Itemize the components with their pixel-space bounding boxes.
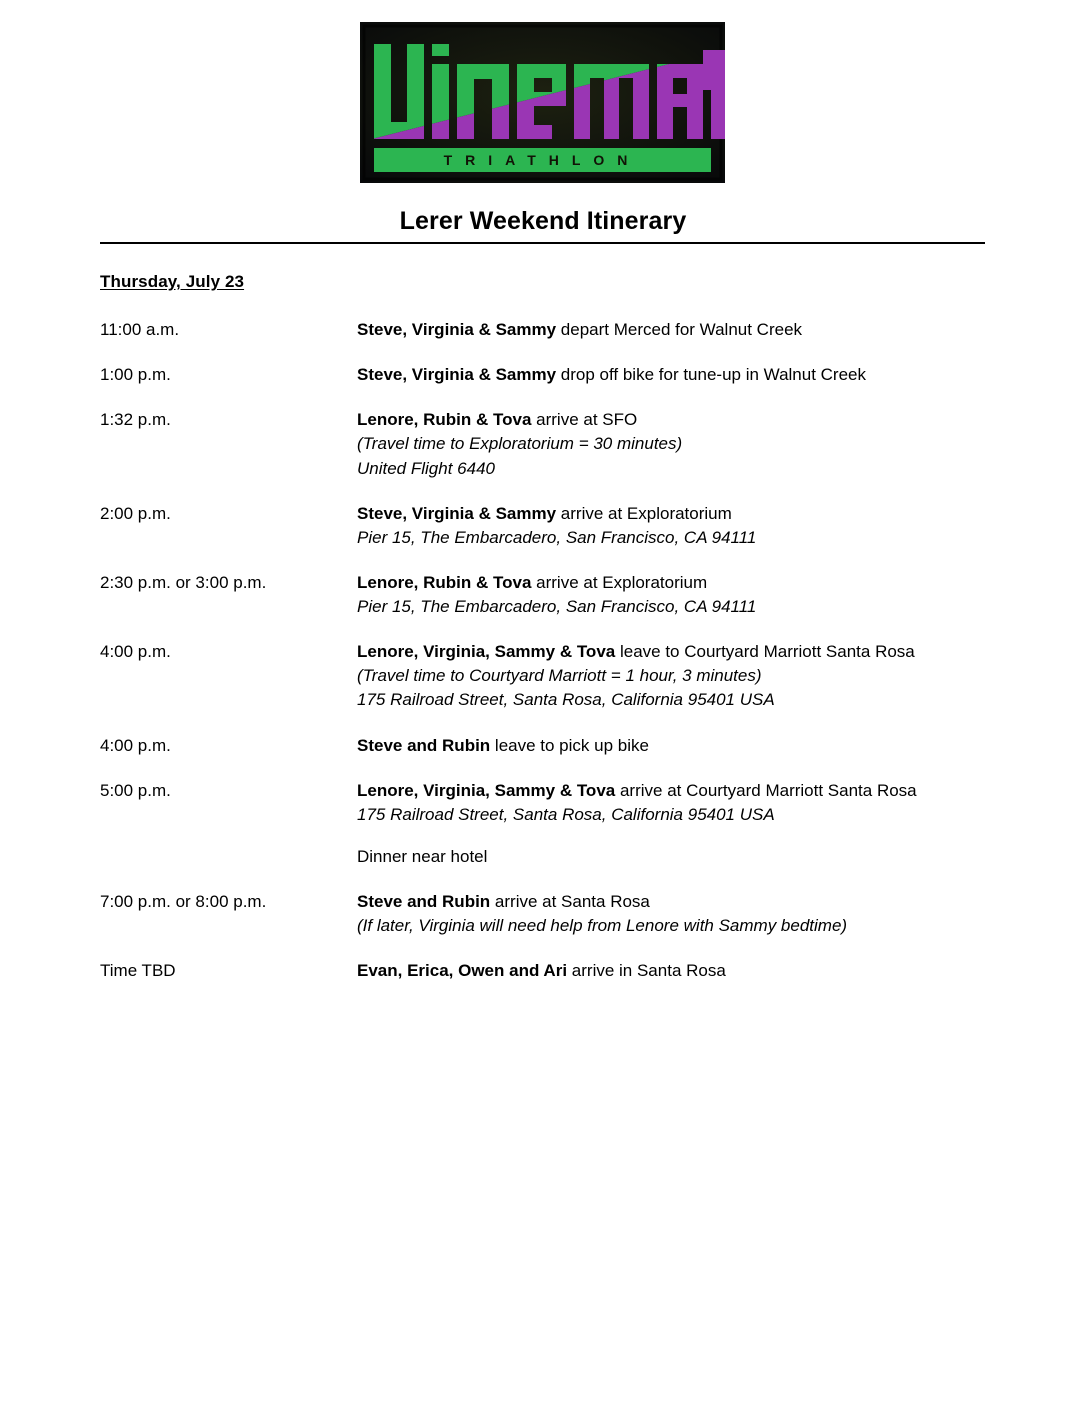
entry-main-line (357, 502, 1000, 526)
entry-text: (Travel time to Exploratorium = 30 minutes) (357, 434, 683, 454)
entry-main-line (357, 734, 1000, 758)
itinerary-entry (100, 779, 1000, 869)
itinerary-entry-list (100, 318, 1000, 983)
entry-text: United Flight 6440 (357, 458, 495, 478)
itinerary-content (100, 272, 1000, 1004)
entry-description (357, 734, 1000, 758)
entry-detail-line (357, 526, 1000, 550)
entry-description (357, 640, 1000, 712)
page-title: Lerer Weekend Itinerary (399, 207, 687, 235)
entry-text: 175 Railroad Street, Santa Rosa, California 95401 USA (357, 804, 775, 824)
entry-line-spacer (357, 827, 1000, 845)
entry-detail-line (357, 664, 1000, 688)
entry-detail-line (357, 595, 1000, 619)
entry-description (357, 318, 1000, 342)
title-divider (100, 242, 985, 244)
entry-text: arrive in Santa Rosa (567, 961, 726, 981)
entry-text: 175 Railroad Street, Santa Rosa, California 95401 USA (357, 690, 775, 710)
entry-people: Steve and Rubin (357, 735, 491, 755)
entry-detail-line (357, 688, 1000, 712)
entry-main-line (357, 890, 1000, 914)
entry-text: arrive at Exploratorium (556, 503, 732, 523)
entry-time: 7:00 p.m. or 8:00 p.m. (100, 892, 267, 911)
entry-detail-line (357, 432, 1000, 456)
itinerary-entry (100, 734, 1000, 758)
itinerary-entry (100, 890, 1000, 938)
entry-main-line (357, 363, 1000, 387)
day-heading: Thursday, July 23 (100, 272, 245, 291)
entry-text: Pier 15, The Embarcadero, San Francisco, CA 94111 (357, 597, 757, 616)
entry-time: 4:00 p.m. (100, 642, 171, 662)
entry-text: drop off bike for tune-up in Walnut Creek (556, 365, 867, 385)
itinerary-entry (100, 571, 1000, 619)
entry-people: Evan, Erica, Owen and Ari (357, 961, 568, 981)
itinerary-entry (100, 640, 1000, 712)
entry-time: 4:00 p.m. (100, 735, 171, 755)
logo-tagline-text: TRIATHLON (443, 152, 641, 168)
entry-time: 2:00 p.m. (100, 503, 171, 523)
entry-people: Steve, Virginia & Sammy (357, 320, 557, 339)
entry-text: (If later, Virginia will need help from Lenore with Sammy bedtime) (357, 916, 848, 936)
logo-image (360, 22, 725, 183)
entry-main-line (357, 845, 1000, 869)
entry-text: arrive at SFO (531, 410, 638, 430)
entry-description (357, 959, 1000, 983)
entry-text: leave to pick up bike (490, 735, 649, 755)
itinerary-entry (100, 318, 1000, 342)
entry-text: arrive at Santa Rosa (490, 892, 650, 911)
entry-detail-line (357, 914, 1000, 938)
entry-description (357, 779, 1000, 869)
entry-text: (Travel time to Courtyard Marriott = 1 hour, 3 minutes) (357, 666, 762, 686)
entry-people: Steve and Rubin (357, 892, 491, 911)
entry-detail-line (357, 803, 1000, 827)
itinerary-entry (100, 959, 1000, 983)
entry-main-line (357, 959, 1000, 983)
entry-text: Dinner near hotel (357, 846, 488, 866)
entry-main-line (357, 779, 1000, 803)
entry-main-line (357, 318, 1000, 342)
logo-wordmark-right-accent (703, 50, 725, 90)
entry-main-line (357, 408, 1000, 432)
entry-text: Pier 15, The Embarcadero, San Francisco, CA 94111 (357, 527, 757, 547)
itinerary-entry (100, 502, 1000, 550)
entry-description (357, 408, 1000, 480)
entry-people: Lenore, Virginia, Sammy & Tova (357, 780, 616, 800)
entry-text: depart Merced for Walnut Creek (556, 320, 803, 339)
itinerary-entry (100, 363, 1000, 387)
entry-time: 1:32 p.m. (100, 410, 171, 430)
entry-description (357, 571, 1000, 619)
entry-description (357, 502, 1000, 550)
entry-people: Lenore, Rubin & Tova (357, 410, 532, 430)
entry-time: Time TBD (100, 961, 176, 981)
entry-description (357, 363, 1000, 387)
entry-time: 2:30 p.m. or 3:00 p.m. (100, 572, 267, 592)
entry-detail-line (357, 457, 1000, 481)
entry-time: 1:00 p.m. (100, 365, 171, 385)
entry-text: arrive at Courtyard Marriott Santa Rosa (615, 780, 917, 800)
vineman-triathlon-logo (360, 22, 725, 183)
entry-text: arrive at Exploratorium (531, 572, 708, 592)
entry-text: leave to Courtyard Marriott Santa Rosa (615, 642, 915, 662)
entry-people: Lenore, Rubin & Tova (357, 572, 532, 592)
entry-main-line (357, 571, 1000, 595)
entry-main-line (357, 640, 1000, 664)
entry-people: Steve, Virginia & Sammy (357, 365, 557, 385)
itinerary-entry (100, 408, 1000, 480)
entry-description (357, 890, 1000, 938)
entry-people: Steve, Virginia & Sammy (357, 503, 557, 523)
entry-time: 5:00 p.m. (100, 780, 171, 800)
entry-people: Lenore, Virginia, Sammy & Tova (357, 642, 616, 662)
entry-time: 11:00 a.m. (100, 320, 180, 339)
